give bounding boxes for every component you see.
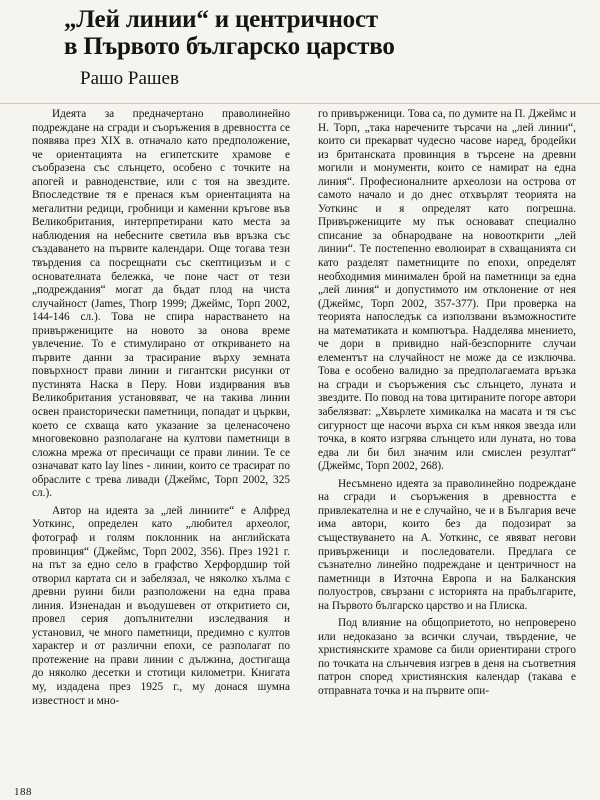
article-title <box>64 6 484 60</box>
paragraph: Несъмнено идеята за праволинейно подреждане на сгради и съоръжения в древността е привлекателна и не е случайно, че и в България вече има автори, които без да подозират за съществуването на А. Уоткинс, се явяват негови привърженици и последователи. Предлага се съзнателно линейно подреждане и центричност на паметници в Източна Европа и на Балканския полуостров, свързани с историята на прабългарите, на Първото българско царство и на Плиска. <box>318 477 576 612</box>
paragraph: Под влияние на общоприетото, но непроверено или недоказано за всички случаи, твърдение, че християнските храмове са били ориентирани строго по точката на слънчевия изгрев в деня на съответния патрон според християнския календар (такава е отправната точка и на първите опи- <box>318 617 576 697</box>
paragraph: Идеята за предначертано праволинейно подреждане на сгради и съоръжения в древността се появява през XIX в. отначало като предположение, че ориентацията на египетските храмове е съобразена със слънцето, особено с точките на апогей и равноденствие, или с тоя на звездите. Впоследствие тя е пренася към ориентацията на мегалитни редици, гробници и каменни кръгове във Великобритания, интерпретирани като места за наблюдения на небесните светила във връзка със създаването на първите календари. Още тогава тези твърдения са посрещнати със скептицизъм и с основателната бележка, че поне част от тези „подреждания“ могат да бъдат плод на чиста случайност (James, Thorp 1999; Джеймс, Торп 2002, 144-146 сл.). Това не спира нарастването на привържениците на новото за онова време увлечение. То е стимулирано от откриването на първите данни за трасирание върху земната повърхност прави линии и гигантски рисунки от пустинята Наска в Перу. Нови издирвания във Великобритания установяват, че на такива линии освен праисторически паметници, попадат и църкви, което се схваща като указание за целенасочено многовековно разполагане на култови паметници в сложна мрежа от пресичащи се прави линии. Те се означават като lay lines - линии, които се трасират по обраслите с трева ливади (Джеймс, Торп 2002, 325 сл.). <box>32 108 290 500</box>
article-title-line-2: в Първото българско царство <box>64 33 395 60</box>
header-divider <box>0 103 600 104</box>
paragraph: Автор на идеята за „лей линиите“ е Алфред Уоткинс, определен като „любител археолог, фотограф и голям поклонник на английската провинция“ (Джеймс, Торп 2002, 356). През 1921 г. на път за едно село в графство Херфордшир той отворил картата си и забелязал, че няколко хълма с древни руини били разположени на една права линия. Изненадан и въодушевен от откритието си, провел серия допълнителни изследвания и установил, че много паметници, предимно с култов характер и от различни епохи, се разполагат по протежение на прави линии с дължина, достигаща до няколко десетки и стотици километри. Книгата му, издадена през 1925 г., му донася шумна известност и мно- <box>32 504 290 707</box>
article-title-line-1: „Лей линии“ и центричност <box>64 6 378 33</box>
right-text-column <box>318 108 576 699</box>
article-author: Рашо Рашев <box>80 68 179 89</box>
page-number: 188 <box>14 786 32 798</box>
paragraph: го привърженици. Това са, по думите на П. Джеймс и Н. Торп, „така наречените търсачи на „лей линии“, които си прекарват чудесно часове наред, бродейки из британската провинция в търсене на древни могили и монументи, които се намират на една линия“. Професионалните археолози на острова от самото начало и до днес отхвърлят теорията на Уоткинс и я определят като погрешна. Привържениците му пък основават специално списание за обнародване на новооткрити „лей линии“. Те постепенно еволюират в схващанията си като разделят паметниците по епохи, определят необходимия минимален брой на паметници за една „лей линия“ и допустимото им отклонение от нея (Джеймс, Торп 2002, 357-377). При проверка на теорията напоследък са използвани възможностите на математиката и компютъра. Надделява мнението, че дори в привидно най-безспорните случаи елементът на случайност не може да се изключва. Това е особено валидно за предполагаемата връзка на сгради и съоръжения със слънцето, луната и звездите. По повод на това цитираните погоре автори забелязват: „Хвърлете химикалка на масата и тя със сигурност ще насочи върха си към някоя звезда или точка, в която изгрява слънцето или луната, но това едва ли би бил значим или смислен резултат“ (Джеймс, Торп 2002, 268). <box>318 108 576 473</box>
left-text-column <box>32 108 290 708</box>
